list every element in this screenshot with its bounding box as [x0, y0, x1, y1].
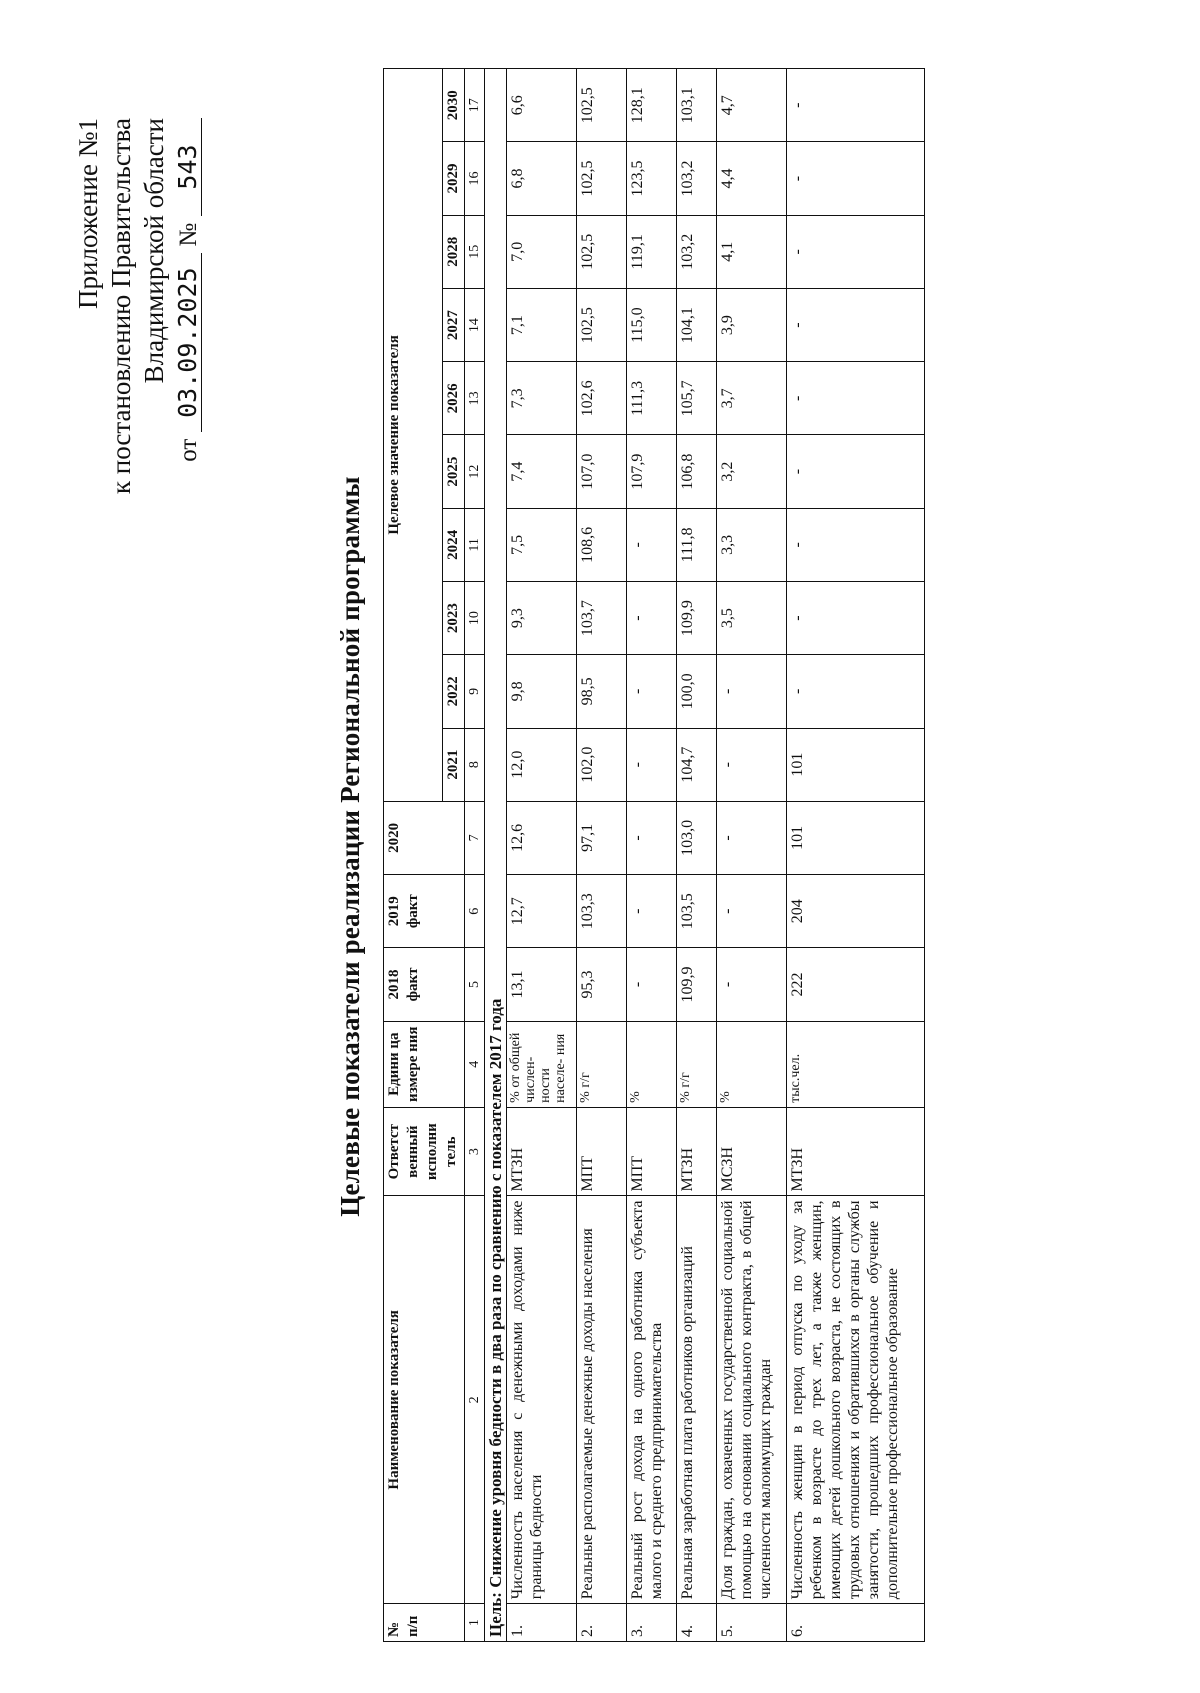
- indicator-value: 7,3: [507, 362, 577, 435]
- indicator-value: 4,4: [717, 142, 787, 215]
- indicator-value: 105,7: [677, 362, 717, 435]
- column-number: 5: [465, 948, 485, 1021]
- indicator-value: -: [717, 655, 787, 728]
- header-year-2030: 2030: [443, 69, 465, 142]
- row-number: 1.: [507, 1604, 577, 1642]
- indicator-value: 7,4: [507, 435, 577, 508]
- number-prefix: №: [175, 222, 202, 247]
- row-number: 5.: [717, 1604, 787, 1642]
- indicator-value: 101: [787, 801, 925, 874]
- indicator-name: Доля граждан, охваченных государственной социальной помощью на основании социального контракта, в общей численности малоимущих граждан: [717, 1196, 787, 1604]
- table-row: [787, 69, 925, 1642]
- indicator-name: Численность населения с денежными доходами ниже границы бедности: [507, 1196, 577, 1604]
- indicator-value: -: [787, 435, 925, 508]
- header-target-group: Целевое значение показателя: [384, 69, 443, 802]
- header-row-1: [384, 69, 443, 1642]
- header-2018: 2018 факт: [384, 948, 465, 1021]
- indicator-value: 102,5: [577, 215, 627, 288]
- responsible-executor: МТЗН: [507, 1107, 577, 1196]
- row-number: 6.: [787, 1604, 925, 1642]
- indicator-value: -: [787, 288, 925, 361]
- header-num: № п/п: [384, 1604, 465, 1642]
- column-number: 8: [465, 728, 485, 801]
- indicator-value: 106,8: [677, 435, 717, 508]
- indicator-value: 107,9: [627, 435, 677, 508]
- row-number: 4.: [677, 1604, 717, 1642]
- column-number: 14: [465, 288, 485, 361]
- header-year-2027: 2027: [443, 288, 465, 361]
- indicator-value: -: [627, 801, 677, 874]
- column-number: 7: [465, 801, 485, 874]
- document-title: Целевые показатели реализации Региональной программы: [335, 476, 365, 1217]
- column-number: 4: [465, 1021, 485, 1107]
- date-prefix: от: [175, 438, 202, 462]
- indicator-value: 9,8: [507, 655, 577, 728]
- indicator-value: -: [787, 69, 925, 142]
- appendix-region: Владимирской области: [139, 118, 169, 384]
- indicator-value: -: [717, 728, 787, 801]
- header-year-2028: 2028: [443, 215, 465, 288]
- indicator-value: -: [787, 142, 925, 215]
- column-number: 17: [465, 69, 485, 142]
- indicator-value: -: [627, 875, 677, 948]
- indicator-value: -: [627, 655, 677, 728]
- column-number: 12: [465, 435, 485, 508]
- column-number: 6: [465, 875, 485, 948]
- responsible-executor: МТЗН: [677, 1107, 717, 1196]
- indicator-name: Численность женщин в период отпуска по уходу за ребенком в возрасте до трех лет, а также женщин, имеющих детей дошкольного возраста, не состоящих в трудовых отношениях и обратившихся в органы службы занятости, прошедших профессиональное обучение и дополнительное профессиональное образование: [787, 1196, 925, 1604]
- indicator-value: 7,1: [507, 288, 577, 361]
- column-number: 13: [465, 362, 485, 435]
- table-row: [717, 69, 787, 1642]
- indicator-value: 103,3: [577, 875, 627, 948]
- header-2020: 2020: [384, 801, 465, 874]
- indicator-value: 95,3: [577, 948, 627, 1021]
- indicator-rows: [507, 69, 925, 1642]
- indicator-value: -: [717, 948, 787, 1021]
- unit-of-measure: % от общей числен- ности населе- ния: [507, 1021, 577, 1107]
- appendix-date-line: [171, 118, 205, 678]
- indicator-name: Реальный рост дохода на одного работника субъекта малого и среднего предпринимательства: [627, 1196, 677, 1604]
- indicator-value: 103,0: [677, 801, 717, 874]
- indicator-value: 222: [787, 948, 925, 1021]
- column-number: 11: [465, 508, 485, 581]
- indicator-value: 111,8: [677, 508, 717, 581]
- header-unit: Едини ца измере ния: [384, 1021, 465, 1107]
- indicator-value: -: [627, 581, 677, 654]
- unit-of-measure: %: [627, 1021, 677, 1107]
- responsible-executor: МПТ: [627, 1107, 677, 1196]
- indicator-value: 107,0: [577, 435, 627, 508]
- column-number: 10: [465, 581, 485, 654]
- table-row: [507, 69, 577, 1642]
- indicator-value: 103,2: [677, 142, 717, 215]
- table-row: [577, 69, 627, 1642]
- indicator-value: 7,0: [507, 215, 577, 288]
- indicator-value: 3,2: [717, 435, 787, 508]
- header-year-2023: 2023: [443, 581, 465, 654]
- indicator-value: 102,0: [577, 728, 627, 801]
- header-year-2025: 2025: [443, 435, 465, 508]
- decree-date: 03.09.2025: [175, 253, 202, 432]
- decree-number: 543: [175, 118, 202, 216]
- appendix-header: [72, 118, 205, 678]
- indicator-value: 7,5: [507, 508, 577, 581]
- indicator-value: -: [717, 801, 787, 874]
- header-year-2021: 2021: [443, 728, 465, 801]
- header-2019: 2019 факт: [384, 875, 465, 948]
- indicator-value: -: [787, 215, 925, 288]
- indicator-value: 204: [787, 875, 925, 948]
- indicator-value: 102,6: [577, 362, 627, 435]
- indicator-name: Реальные располагаемые денежные доходы населения: [577, 1196, 627, 1604]
- indicator-value: -: [627, 948, 677, 1021]
- appendix-decree: к постановлению Правительства: [106, 118, 136, 495]
- indicator-value: 102,5: [577, 142, 627, 215]
- header-name: Наименование показателя: [384, 1196, 465, 1604]
- responsible-executor: МТЗН: [787, 1107, 925, 1196]
- header-year-2024: 2024: [443, 508, 465, 581]
- indicator-value: 12,0: [507, 728, 577, 801]
- indicator-value: 3,9: [717, 288, 787, 361]
- column-number: 15: [465, 215, 485, 288]
- indicator-value: 3,5: [717, 581, 787, 654]
- indicator-value: 123,5: [627, 142, 677, 215]
- indicator-value: 103,7: [577, 581, 627, 654]
- indicator-value: 103,1: [677, 69, 717, 142]
- indicator-value: 108,6: [577, 508, 627, 581]
- indicator-value: 102,5: [577, 69, 627, 142]
- indicator-value: 115,0: [627, 288, 677, 361]
- header-responsible: Ответст венный исполни тель: [384, 1107, 465, 1196]
- indicator-value: -: [627, 508, 677, 581]
- indicator-value: 6,6: [507, 69, 577, 142]
- indicator-value: 102,5: [577, 288, 627, 361]
- indicator-value: -: [787, 655, 925, 728]
- indicator-value: 4,1: [717, 215, 787, 288]
- table-row: [677, 69, 717, 1642]
- indicator-value: 100,0: [677, 655, 717, 728]
- row-number: 2.: [577, 1604, 627, 1642]
- indicator-value: 3,7: [717, 362, 787, 435]
- indicator-value: 98,5: [577, 655, 627, 728]
- column-number: 2: [465, 1196, 485, 1604]
- indicator-value: 12,6: [507, 801, 577, 874]
- indicator-value: 111,3: [627, 362, 677, 435]
- responsible-executor: МСЗН: [717, 1107, 787, 1196]
- unit-of-measure: тыс.чел.: [787, 1021, 925, 1107]
- indicator-value: 104,1: [677, 288, 717, 361]
- indicator-value: 12,7: [507, 875, 577, 948]
- indicator-value: 109,9: [677, 948, 717, 1021]
- indicator-value: -: [787, 581, 925, 654]
- unit-of-measure: % г/г: [677, 1021, 717, 1107]
- indicator-value: -: [627, 728, 677, 801]
- indicator-value: 4,7: [717, 69, 787, 142]
- indicator-value: 128,1: [627, 69, 677, 142]
- indicator-value: 9,3: [507, 581, 577, 654]
- column-number: 3: [465, 1107, 485, 1196]
- indicator-value: 109,9: [677, 581, 717, 654]
- column-numbers-row: [465, 69, 485, 1642]
- column-number: 16: [465, 142, 485, 215]
- indicator-value: 103,2: [677, 215, 717, 288]
- column-number: 1: [465, 1604, 485, 1642]
- indicator-value: -: [717, 875, 787, 948]
- appendix-label: Приложение №1: [73, 118, 103, 309]
- column-number: 9: [465, 655, 485, 728]
- indicator-value: -: [787, 362, 925, 435]
- unit-of-measure: %: [717, 1021, 787, 1107]
- header-year-2026: 2026: [443, 362, 465, 435]
- header-year-2029: 2029: [443, 142, 465, 215]
- indicator-value: 103,5: [677, 875, 717, 948]
- indicator-value: 119,1: [627, 215, 677, 288]
- row-number: 3.: [627, 1604, 677, 1642]
- indicator-value: 104,7: [677, 728, 717, 801]
- indicator-value: -: [787, 508, 925, 581]
- table-row: [627, 69, 677, 1642]
- goal-text: Цель: Снижение уровня бедности в два раза по сравнению с показателем 2017 года: [485, 69, 507, 1642]
- unit-of-measure: % г/г: [577, 1021, 627, 1107]
- header-year-2022: 2022: [443, 655, 465, 728]
- responsible-executor: МПТ: [577, 1107, 627, 1196]
- indicator-value: 101: [787, 728, 925, 801]
- indicator-value: 97,1: [577, 801, 627, 874]
- indicator-value: 3,3: [717, 508, 787, 581]
- goal-row: [485, 69, 507, 1642]
- indicator-value: 6,8: [507, 142, 577, 215]
- indicator-name: Реальная заработная плата работников организаций: [677, 1196, 717, 1604]
- indicators-table: [383, 68, 925, 1642]
- indicator-value: 13,1: [507, 948, 577, 1021]
